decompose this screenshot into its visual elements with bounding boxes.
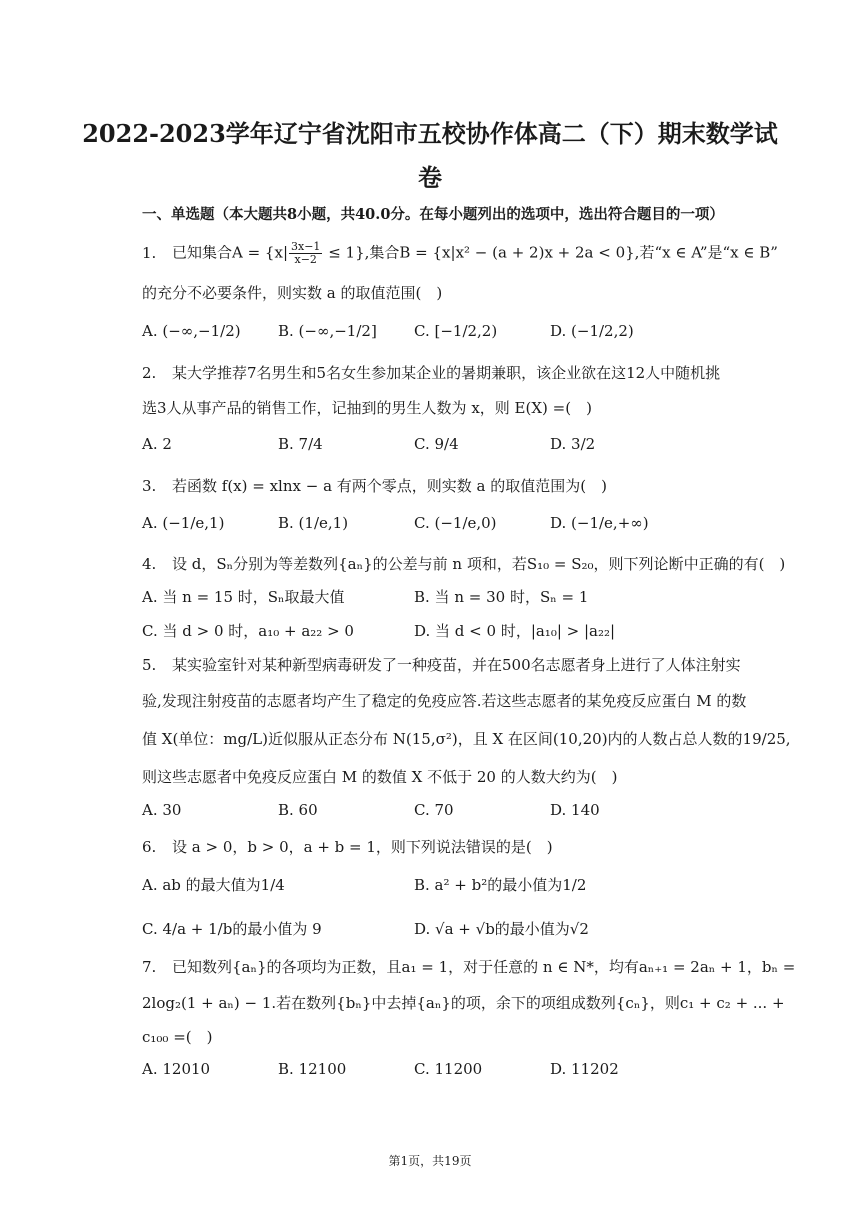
q2-option-a: A. 2 xyxy=(142,435,172,453)
q6-option-c: C. 4/a + 1/b的最小值为 9 xyxy=(142,920,322,938)
q6-text: 设 a > 0，b > 0，a + b = 1，则下列说法错误的是( ) xyxy=(172,838,553,856)
q1-line2: 的充分不必要条件，则实数 a 的取值范围( ) xyxy=(142,284,443,302)
q3-option-c: C. (−1/e,0) xyxy=(414,514,497,532)
q3-text: 若函数 f(x) = xlnx − a 有两个零点，则实数 a 的取值范围为( ) xyxy=(172,477,607,495)
q6-line1 xyxy=(142,836,553,857)
q6-option-d: D. √a + √b的最小值为√2 xyxy=(414,920,589,938)
q3-option-a: A. (−1/e,1) xyxy=(142,514,225,532)
q1-text-a: 已知集合A = {x| xyxy=(172,243,288,262)
q5-option-d: D. 140 xyxy=(550,801,600,819)
q5-line4: 则这些志愿者中免疫反应蛋白 M 的数值 X 不低于 20 的人数大约为( ) xyxy=(142,768,618,786)
q4-option-c: C. 当 d > 0 时，a₁₀ + a₂₂ > 0 xyxy=(142,622,354,640)
q7-line1 xyxy=(142,956,795,977)
q2-option-c: C. 9/4 xyxy=(414,435,459,453)
q1-number: 1. xyxy=(142,243,157,262)
q5-option-a: A. 30 xyxy=(142,801,182,819)
q6-option-a: A. ab 的最大值为1/4 xyxy=(142,876,285,894)
q3-option-b: B. (1/e,1) xyxy=(278,514,349,532)
q2-line2: 选3人从事产品的销售工作，记抽到的男生人数为 x，则 E(X) =( ) xyxy=(142,399,592,417)
q1-option-c: C. [−1/2,2) xyxy=(414,322,498,340)
q2-text: 某大学推荐7名男生和5名女生参加某企业的暑期兼职，该企业欲在这12人中随机挑 xyxy=(172,364,721,382)
q5-text: 某实验室针对某种新型病毒研发了一种疫苗，并在500名志愿者身上进行了人体注射实 xyxy=(172,656,741,674)
q3-number: 3. xyxy=(142,477,157,495)
q6-option-b: B. a² + b²的最小值为1/2 xyxy=(414,876,587,894)
q2-option-d: D. 3/2 xyxy=(550,435,596,453)
page-footer: 第1页，共19页 xyxy=(388,1154,472,1168)
q5-line2: 验,发现注射疫苗的志愿者均产生了稳定的免疫应答.若这些志愿者的某免疫反应蛋白 M 的数 xyxy=(142,692,747,710)
q4-option-b: B. 当 n = 30 时，Sₙ = 1 xyxy=(414,588,589,606)
q7-line3: c₁₀₀ =( ) xyxy=(142,1028,213,1046)
q1-text-b: ≤ 1},集合B = {x|x² − (a + 2)x + 2a < 0},若“x ∈ A”是“x ∈ B” xyxy=(323,243,778,262)
q2-line1 xyxy=(142,362,720,383)
q4-number: 4. xyxy=(142,555,157,573)
section-heading: 一、单选题（本大题共8小题，共40.0分。在每小题列出的选项中，选出符合题目的一项） xyxy=(142,206,724,223)
q5-line1 xyxy=(142,654,741,675)
q1-fraction xyxy=(289,241,322,266)
exam-title-line2: 卷 xyxy=(418,163,442,192)
q7-option-d: D. 11202 xyxy=(550,1060,619,1078)
q1-option-a: A. (−∞,−1/2) xyxy=(142,322,241,340)
q5-number: 5. xyxy=(142,656,157,674)
q5-option-c: C. 70 xyxy=(414,801,454,819)
q2-number: 2. xyxy=(142,364,157,382)
q7-number: 7. xyxy=(142,958,157,976)
q2-option-b: B. 7/4 xyxy=(278,435,323,453)
q7-option-a: A. 12010 xyxy=(142,1060,211,1078)
q5-line3: 值 X(单位：mg/L)近似服从正态分布 N(15,σ²)，且 X 在区间(10,20)内的人数占总人数的19/25, xyxy=(142,730,791,748)
q3-line1 xyxy=(142,475,607,496)
q7-option-b: B. 12100 xyxy=(278,1060,347,1078)
q1-frac-den: x−2 xyxy=(294,253,317,266)
q7-option-c: C. 11200 xyxy=(414,1060,483,1078)
q4-option-a: A. 当 n = 15 时，Sₙ取最大值 xyxy=(142,588,345,606)
q4-text: 设 d，Sₙ分别为等差数列{aₙ}的公差与前 n 项和，若S₁₀ = S₂₀，则下列论断中正确的有( ) xyxy=(172,555,786,573)
q6-number: 6. xyxy=(142,838,157,856)
exam-title-line1: 2022-2023学年辽宁省沈阳市五校协作体高二（下）期末数学试 xyxy=(82,119,778,148)
q1-option-d: D. (−1/2,2) xyxy=(550,322,634,340)
q7-line2: 2log₂(1 + aₙ) − 1.若在数列{bₙ}中去掉{aₙ}的项，余下的项组成数列{cₙ}，则c₁ + c₂ + ... + xyxy=(142,994,785,1012)
q4-option-d: D. 当 d < 0 时，|a₁₀| > |a₂₂| xyxy=(414,622,616,640)
q1-line1 xyxy=(142,241,778,266)
q1-option-b: B. (−∞,−1/2] xyxy=(278,322,377,340)
q5-option-b: B. 60 xyxy=(278,801,318,819)
q7-text: 已知数列{aₙ}的各项均为正数，且a₁ = 1，对于任意的 n ∈ N*，均有aₙ₊₁ = 2aₙ + 1，bₙ = xyxy=(172,958,796,976)
q4-line1 xyxy=(142,553,785,574)
q3-option-d: D. (−1/e,+∞) xyxy=(550,514,649,532)
q1-frac-num: 3x−1 xyxy=(291,240,321,253)
